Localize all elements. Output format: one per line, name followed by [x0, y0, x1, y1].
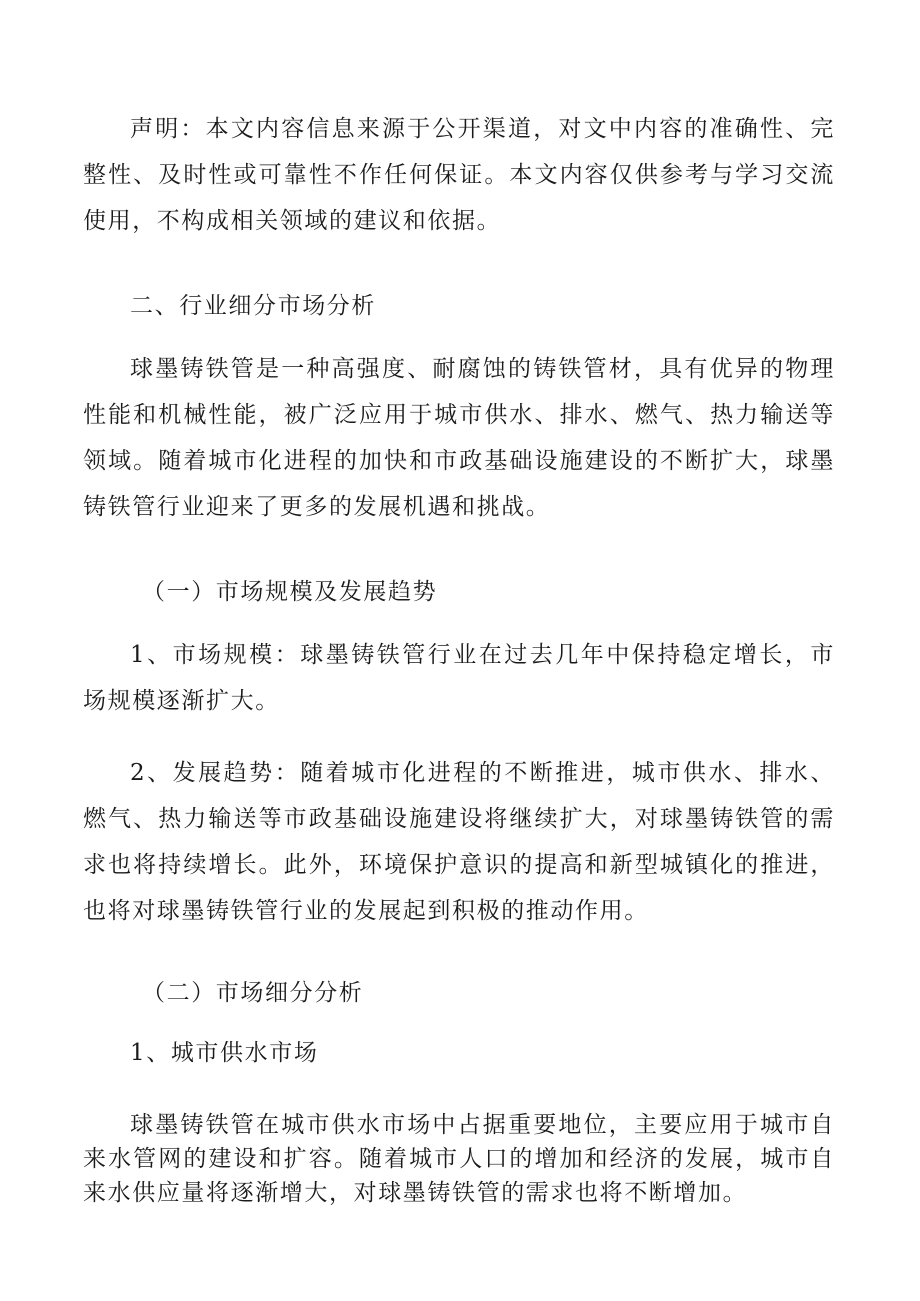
disclaimer-paragraph: 声明：本文内容信息来源于公开渠道，对文中内容的准确性、完整性、及时性或可靠性不作任何保证。本文内容仅供参考与学习交流使用，不构成相关领域的建议和依据。: [83, 116, 835, 234]
subsection-title-market-segments: （二）市场细分分析: [142, 980, 364, 1006]
intro-paragraph: 球墨铸铁管是一种高强度、耐腐蚀的铸铁管材，具有优异的物理性能和机械性能，被广泛应用于城市供水、排水、燃气、热力输送等领域。随着城市化进程的加快和市政基础设施建设的不断扩大，球墨铸铁管行业迎来了更多的发展机遇和挑战。: [83, 356, 835, 520]
urban-water-supply-paragraph: 球墨铸铁管在城市供水市场中占据重要地位，主要应用于城市自来水管网的建设和扩容。随着城市人口的增加和经济的发展，城市自来水供应量将逐渐增大，对球墨铸铁管的需求也将不断增加。: [83, 1112, 835, 1206]
section-title: 二、行业细分市场分析: [130, 293, 376, 319]
subsection-title-market-scale: （一）市场规模及发展趋势: [142, 579, 438, 605]
item-title-urban-water-supply: 1、城市供水市场: [130, 1040, 319, 1066]
market-scale-paragraph: 1、市场规模：球墨铸铁管行业在过去几年中保持稳定增长，市场规模逐渐扩大。: [83, 642, 835, 714]
development-trend-paragraph: 2、发展趋势：随着城市化进程的不断推进，城市供水、排水、燃气、热力输送等市政基础设施建设将继续扩大，对球墨铸铁管的需求也将持续增长。此外，环境保护意识的提高和新型城镇化的推进，也将对球墨铸铁管行业的发展起到积极的推动作用。: [83, 760, 835, 924]
